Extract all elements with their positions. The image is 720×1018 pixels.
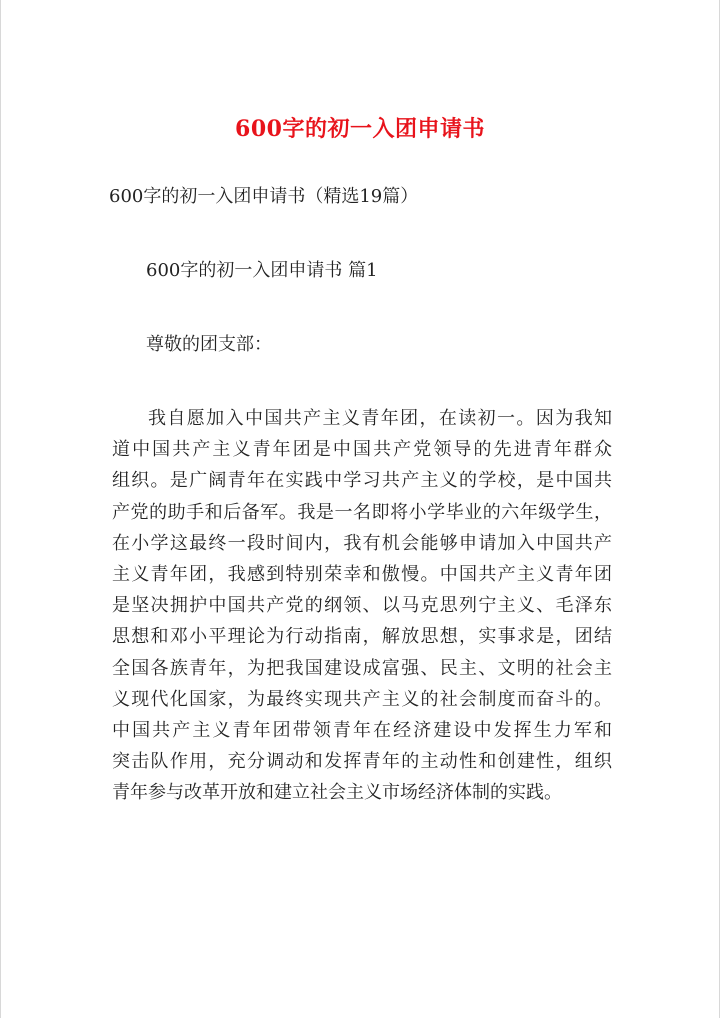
page-left-border [0,0,1,1018]
paragraph-line: 义现代化国家，为最终实现共产主义的社会制度而奋斗的。 [112,688,612,710]
letter-greeting: 尊敬的团支部： [146,334,272,355]
paragraph-line: 主义青年团，我感到特别荣幸和傲慢。中国共产主义青年团 [112,563,612,585]
document-subtitle: 600字的初一入团申请书（精选19篇） [109,186,419,207]
paragraph-line: 青年参与改革开放和建立社会主义市场经济体制的实践。 [112,782,562,804]
section-heading: 600字的初一入团申请书 篇1 [146,260,378,281]
paragraph-line: 在小学这最终一段时间内，我有机会能够申请加入中国共产 [112,532,612,554]
paragraph-line: 组织。是广阔青年在实践中学习共产主义的学校，是中国共 [112,470,612,492]
document-title: 600字的初一入团申请书 [235,116,485,142]
paragraph-line: 突击队作用，充分调动和发挥青年的主动性和创建性，组织 [112,751,612,773]
paragraph-line: 中国共产主义青年团带领青年在经济建设中发挥生力军和 [112,719,612,741]
letter-body [112,403,612,808]
paragraph-line: 全国各族青年，为把我国建设成富强、民主、文明的社会主 [112,657,612,679]
paragraph-line: 产党的助手和后备军。我是一名即将小学毕业的六年级学生， [112,501,612,523]
paragraph-line: 是坚决拥护中国共产党的纲领、以马克思列宁主义、毛泽东 [112,595,612,617]
paragraph-line: 道中国共产主义青年团是中国共产党领导的先进青年群众 [112,439,612,461]
paragraph-line: 思想和邓小平理论为行动指南，解放思想，实事求是，团结 [112,626,612,648]
paragraph-line: 我自愿加入中国共产主义青年团，在读初一。因为我知 [148,408,612,429]
